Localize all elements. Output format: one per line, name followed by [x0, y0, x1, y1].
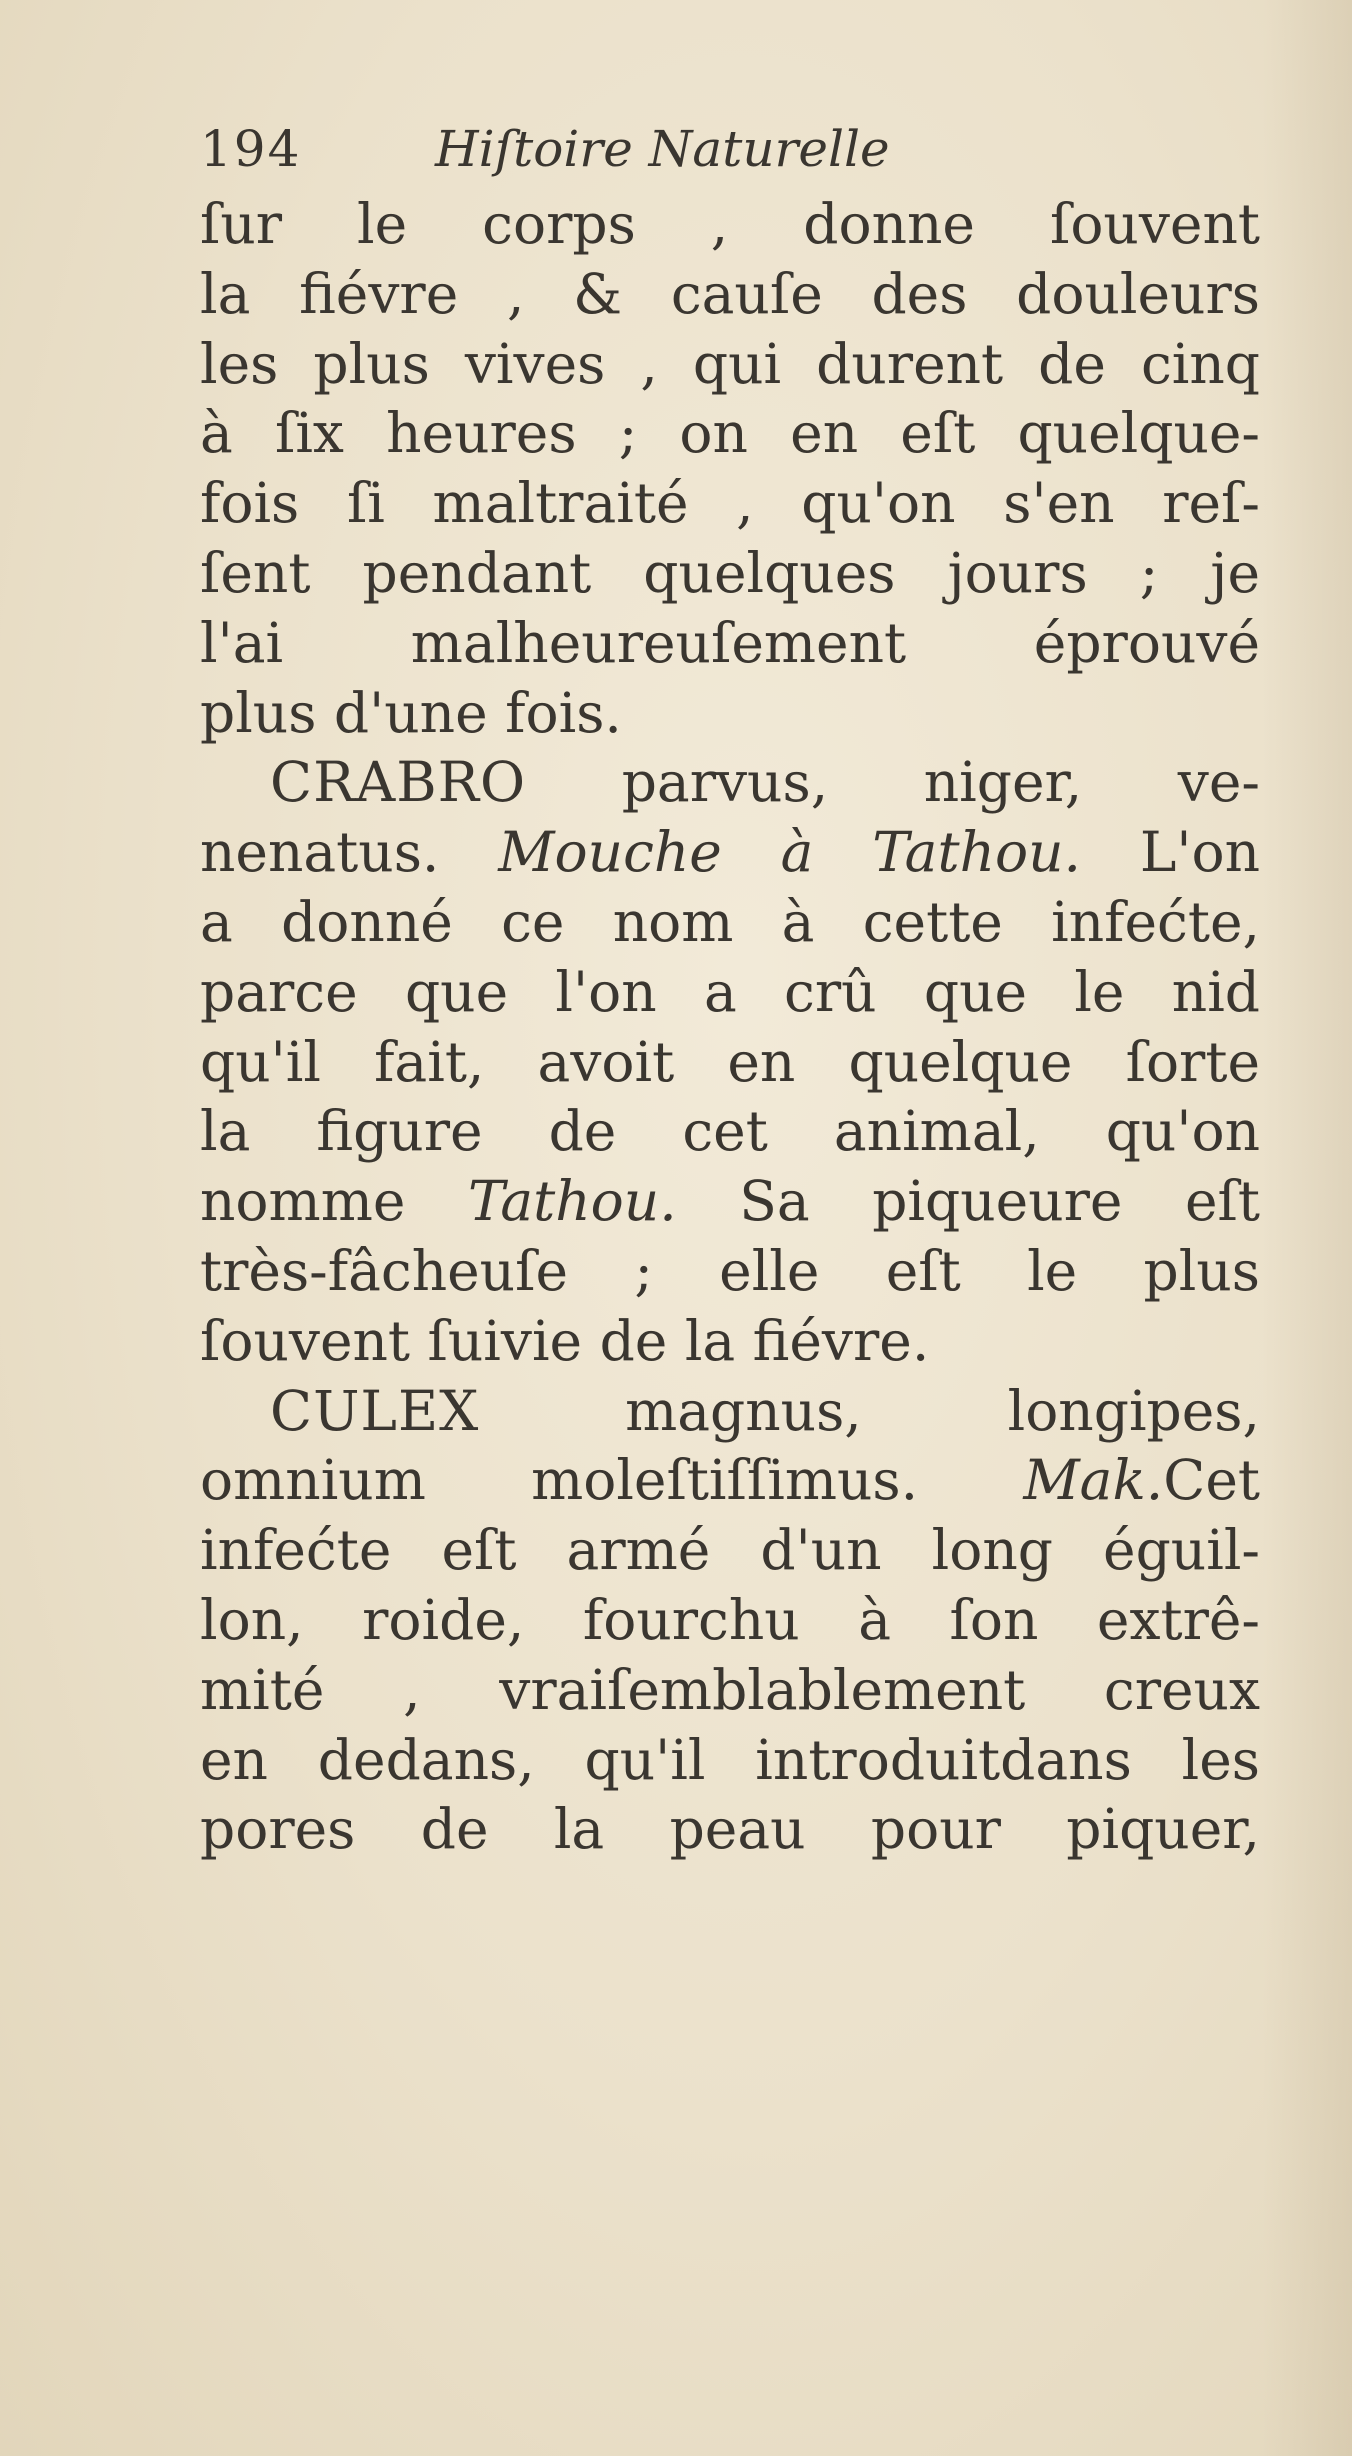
- common-name: Mak.: [1023, 1448, 1164, 1513]
- text-run: magnus, longipes,: [479, 1378, 1260, 1443]
- paragraph-1: [200, 190, 1260, 748]
- text-line: [200, 818, 1260, 888]
- text-line: fois ſi maltraité , qu'on s'en reſ-: [200, 471, 1260, 536]
- text-line: [200, 1167, 1260, 1237]
- paragraph-crabro: [200, 748, 1260, 1376]
- text-run: L'on: [1081, 820, 1260, 885]
- animal-name: Tathou.: [467, 1169, 677, 1234]
- text-line: l'ai malheureuſement éprouvé: [200, 610, 1260, 675]
- text-run: omnium moleſtiſſimus.: [200, 1448, 1024, 1513]
- text-line: parce que l'on a crû que le nid: [200, 959, 1260, 1024]
- text-line: [200, 1446, 1260, 1516]
- text-run: nenatus.: [200, 820, 499, 885]
- text-line: la fiévre , & cauſe des douleurs: [200, 261, 1260, 326]
- page-edge-shadow: [1262, 0, 1352, 2456]
- text-line: lon, roide, fourchu à ſon extrê-: [200, 1587, 1260, 1652]
- text-line: [200, 1377, 1260, 1447]
- text-line: ſur le corps , donne ſouvent: [200, 192, 1260, 256]
- text-line: ſouvent ſuivie de la fiévre.: [200, 1308, 930, 1373]
- text-line: qu'il fait, avoit en quelque ſorte: [200, 1029, 1260, 1094]
- text-line: infećte eſt armé d'un long éguil-: [200, 1518, 1260, 1583]
- text-run: parvus, niger, ve-: [526, 750, 1260, 815]
- text-line: [200, 748, 1260, 818]
- page-header: [200, 108, 1260, 190]
- page-number: 194: [200, 120, 302, 178]
- species-name: CRABRO: [270, 750, 527, 815]
- text-line: très-fâcheuſe ; elle eſt le plus: [200, 1238, 1260, 1303]
- text-line: ſent pendant quelques jours ; je: [200, 540, 1260, 605]
- text-line: pores de la peau pour piquer,: [200, 1797, 1260, 1862]
- text-line: les plus vives , qui durent de cinq: [200, 331, 1260, 396]
- text-line: plus d'une fois.: [200, 680, 622, 745]
- text-run: nomme: [200, 1169, 468, 1234]
- common-name: Mouche à Tathou.: [498, 820, 1082, 885]
- text-line: en dedans, qu'il introduitdans les: [200, 1727, 1260, 1792]
- text-run: Sa piqueure eſt: [676, 1169, 1261, 1234]
- text-line: a donné ce nom à cette infećte,: [200, 889, 1260, 954]
- paragraph-culex: [200, 1377, 1260, 1866]
- species-name: CULEX: [270, 1378, 480, 1443]
- text-line: la figure de cet animal, qu'on: [200, 1099, 1260, 1164]
- text-line: mité , vraiſemblablement creux: [200, 1657, 1260, 1722]
- page-text: [200, 108, 1260, 1865]
- text-run: Cet: [1163, 1448, 1260, 1513]
- running-title: Hiſtoire Naturelle: [435, 120, 890, 178]
- text-line: à ſix heures ; on en eſt quelque-: [200, 401, 1260, 466]
